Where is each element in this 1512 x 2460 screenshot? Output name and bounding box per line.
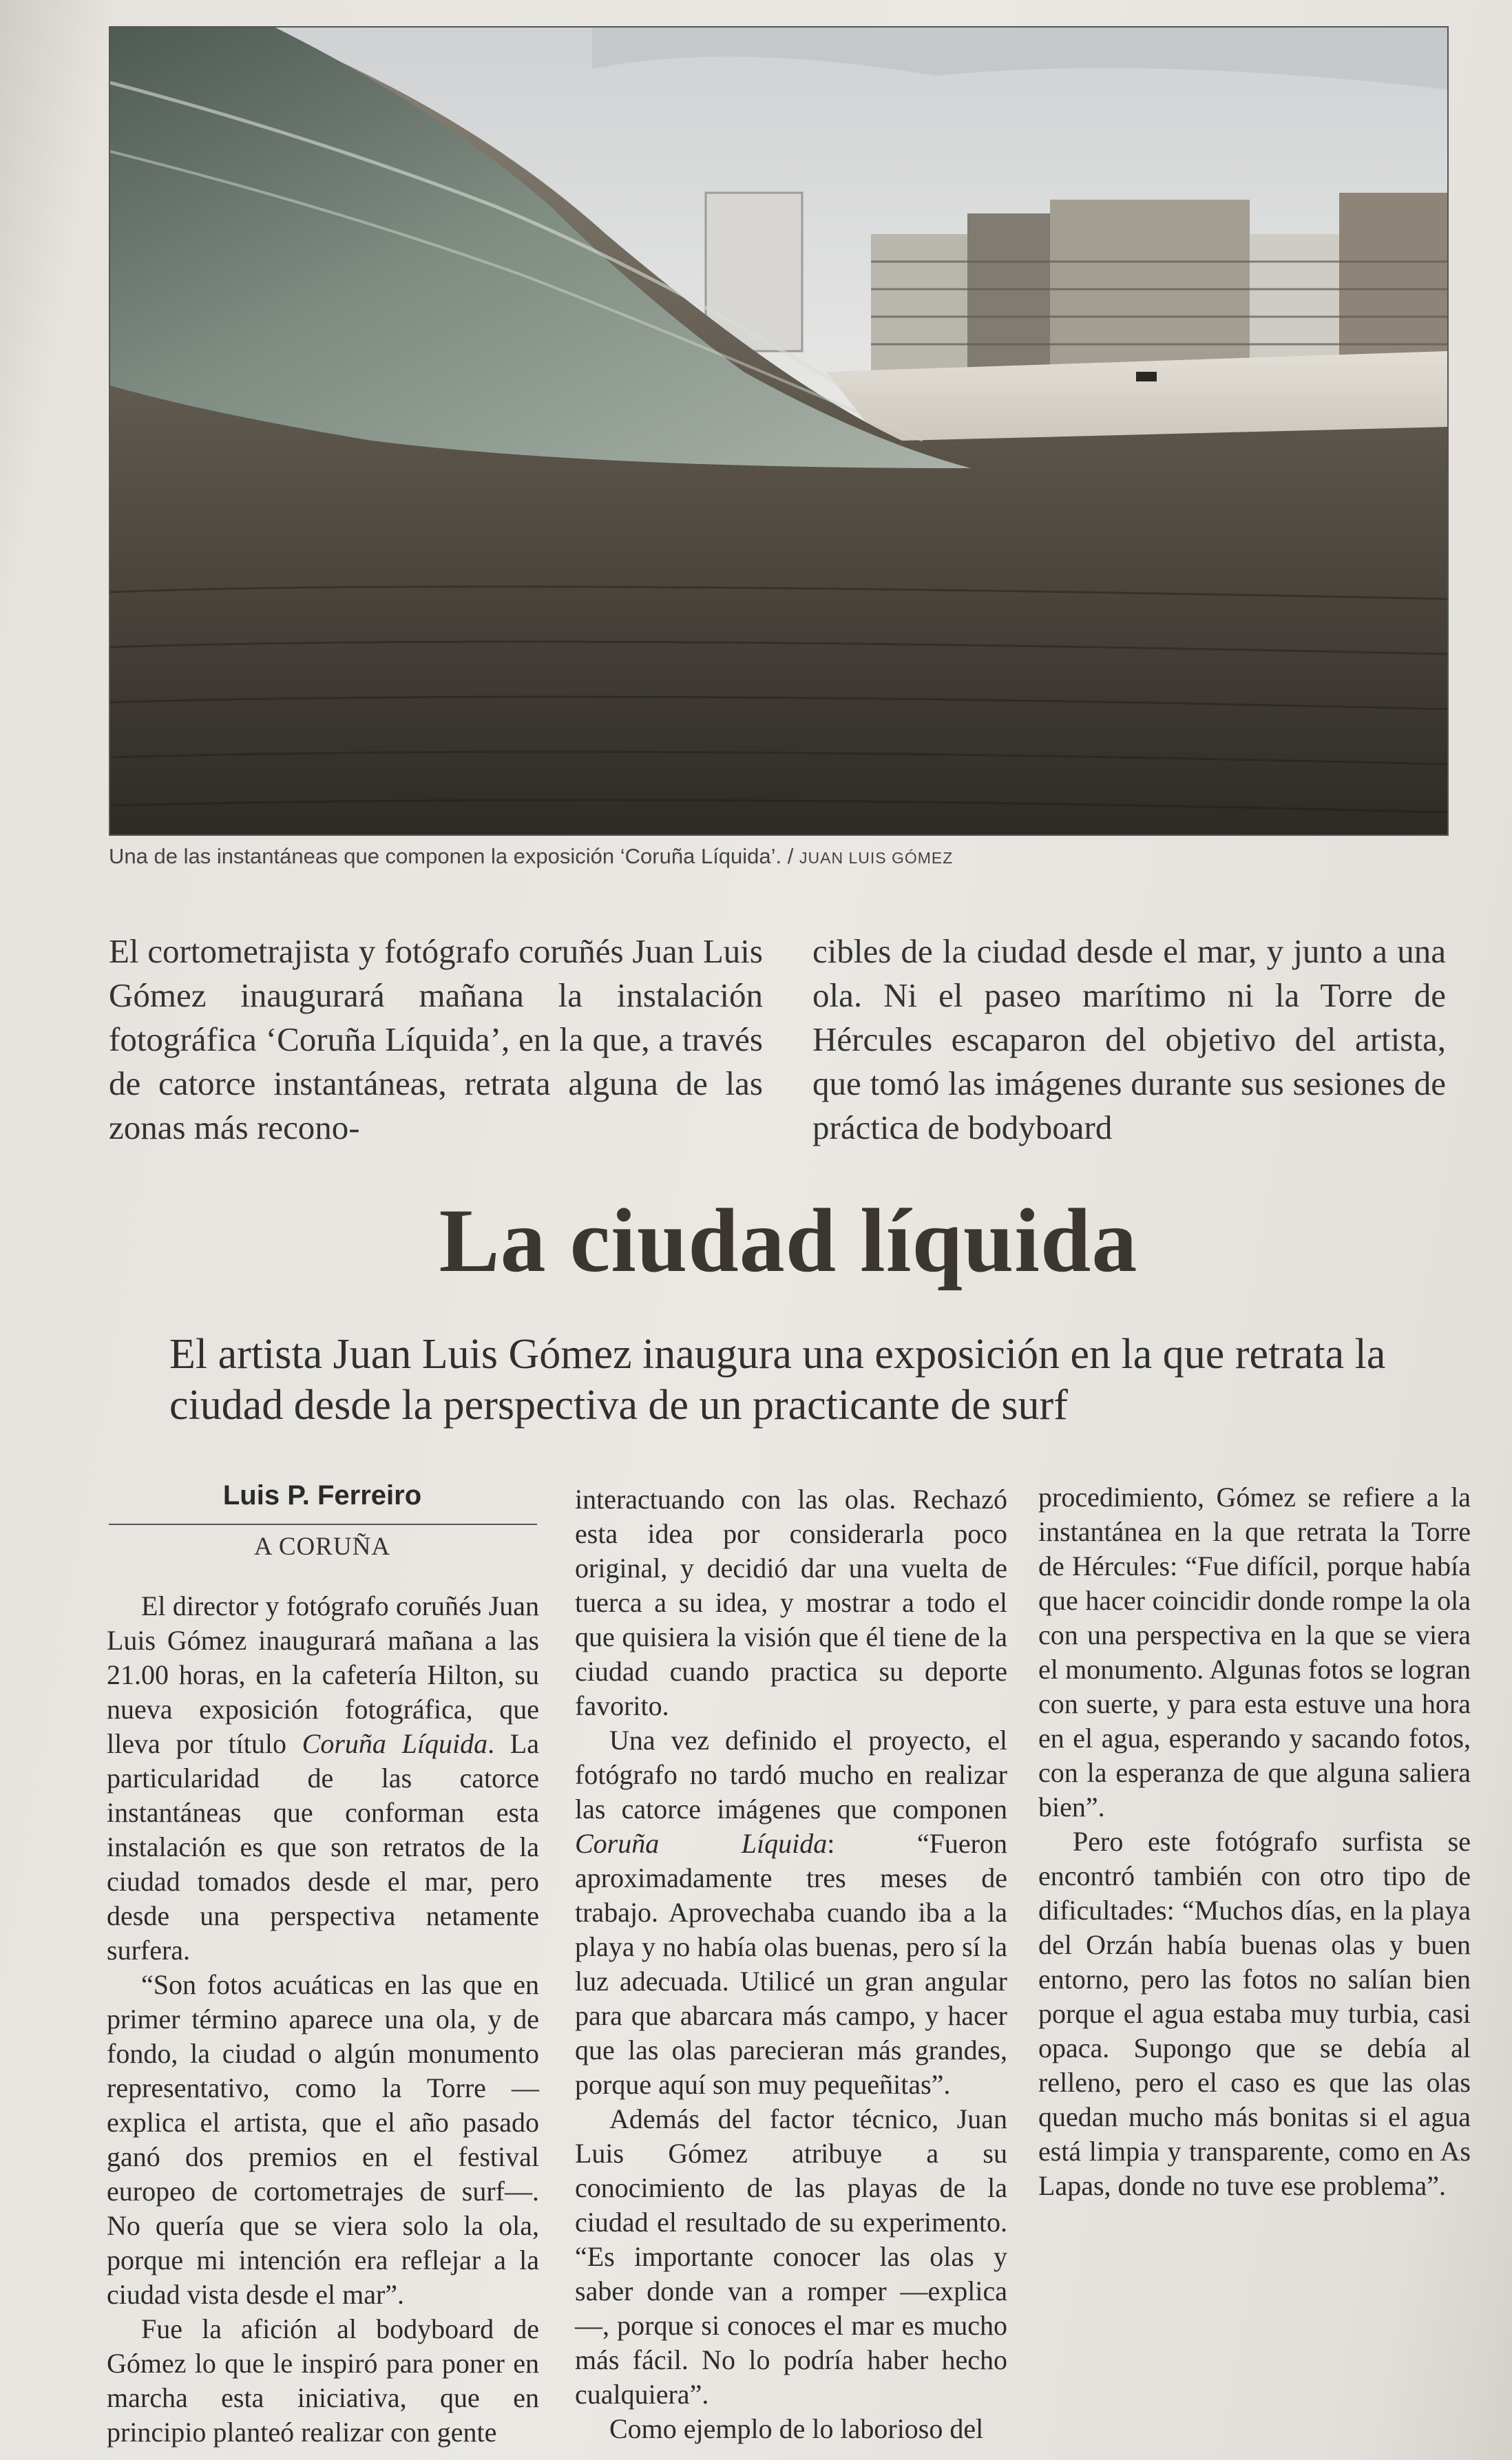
body-column-1 (107, 1589, 539, 2450)
body-paragraph-6 (1038, 1480, 1471, 1825)
body-title-italic: Coruña Líquida (302, 1728, 488, 1759)
body-paragraph-2 (107, 1968, 539, 2312)
byline-location: A CORUÑA (253, 1533, 391, 1561)
body-text-run: : “Fueron aproximadamente tres meses de trabajo. Aprovechaba cuando iba a la playa y no había olas buenas, pero sí la luz adecuada. Utilicé un gran angular para que abarcara más campo, y hacer que las olas parecieran más grandes, porque aquí son muy pequeñitas”. (575, 1828, 1007, 2100)
body-text-run: . La particularidad de las catorce instantáneas que conforman esta instalación es que son retratos de la ciudad tomados desde el mar, pero desde una perspectiva netamente surfera. (107, 1728, 539, 1966)
lede-text-left: El cortometrajista y fotógrafo coruñés Juan Luis Gómez inaugurará mañana la instalación fotográfica ‘Coruña Líquida’, en la que, a través de catorce instantáneas, retrata alguna de las zonas más recono- (109, 932, 763, 1146)
body-text-run: Fue la afición al bodyboard de Gómez lo que le inspiró para poner en marcha esta iniciativa, que en principio planteó realizar con gente (107, 2313, 539, 2448)
body-paragraph-1 (107, 1589, 539, 1968)
photo-caption (109, 844, 1445, 869)
body-paragraph-6 (575, 2412, 1007, 2446)
lede-column-left (109, 929, 763, 1150)
body-column-3 (1038, 1480, 1471, 2203)
body-paragraph-7 (1038, 1825, 1471, 2203)
lede-text-right: cibles de la ciudad desde el mar, y junto a una ola. Ni el paseo marítimo ni la Torre de Hércules escaparon del objetivo del artista, que tomó las imágenes durante sus sesiones de práctica de bodyboard (812, 932, 1446, 1146)
body-paragraph-3 (575, 1482, 1007, 1723)
body-text-run: “Son fotos acuáticas en las que en primer término aparece una ola, y de fondo, la ciudad o algún monumento representativo, como la Torre —explica el artista, que el año pasado ganó dos premios en el festival europeo de cortometrajes de surf—. No quería que se viera solo la ola, porque mi intención era reflejar a la ciudad vista desde el mar”. (107, 1969, 539, 2310)
body-text-run: El director y fotógrafo coruñés Juan Luis Gómez inaugurará mañana a las 21.00 horas, en la cafetería Hilton, su nueva exposición fotográfica, que lleva por título (107, 1590, 539, 1759)
body-paragraph-3 (107, 2312, 539, 2450)
body-title-italic: Coruña Líquida (575, 1828, 828, 1859)
body-text-run: procedimiento, Gómez se refiere a la instantánea en la que retrata la Torre de Hércules: “Fue difícil, porque había que hacer coincidir donde rompe la ola con una perspectiva en la que se viera el monumento. Algunas fotos se logran con suerte, y para esta estuve una hora en el agua, esperando y sacando fotos, con la esperanza de que alguna saliera bien”. (1038, 1482, 1471, 1822)
wave-cityscape-photo (109, 26, 1449, 836)
body-text-run: interactuando con las olas. Rechazó esta idea por considerarla poco original, y decidió dar una vuelta de tuerca a su idea, y mostrar a todo el que quisiera la visión que él tiene de la ciudad cuando practica su deporte favorito. (575, 1484, 1007, 1721)
body-text-run: Además del factor técnico, Juan Luis Gómez atribuye a su conocimiento de las playas de la ciudad el resultado de su experimento. “Es importante conocer las olas y saber donde van a romper —explica—, porque si conoces el mar es mucho más fácil. No lo podría haber hecho cualquiera”. (575, 2103, 1007, 2410)
lede-column-right (812, 929, 1446, 1150)
subheadline: El artista Juan Luis Gómez inaugura una exposición en la que retrata la ciudad desde la perspectiva de un practicante de surf (169, 1331, 1386, 1429)
body-text-run: Pero este fotógrafo surfista se encontró también con otro tipo de dificultades: “Muchos días, en la playa del Orzán había buenas olas y buen entorno, pero las fotos no salían bien porque el agua estaba muy turbia, casi opaca. Supongo que se debía al relleno, pero el caso es que las olas quedan mucho más bonitas si el agua está limpia y transparente, como en As Lapas, donde no tuve ese problema”. (1038, 1826, 1471, 2201)
photo-credit: JUAN LUIS GÓMEZ (799, 849, 954, 867)
body-text-run: Como ejemplo de lo laborioso del (609, 2413, 984, 2444)
byline-author: Luis P. Ferreiro (222, 1480, 422, 1511)
caption-text: Una de las instantáneas que componen la exposición ‘Coruña Líquida’. / (109, 844, 799, 868)
body-paragraph-5 (575, 2102, 1007, 2412)
body-paragraph-4 (575, 1723, 1007, 2102)
headline: La ciudad líquida (439, 1190, 1138, 1291)
body-column-2 (575, 1482, 1007, 2446)
body-text-run: Una vez definido el proyecto, el fotógrafo no tardó mucho en realizar las catorce imágenes que componen (575, 1725, 1007, 1825)
byline-divider (109, 1524, 537, 1525)
